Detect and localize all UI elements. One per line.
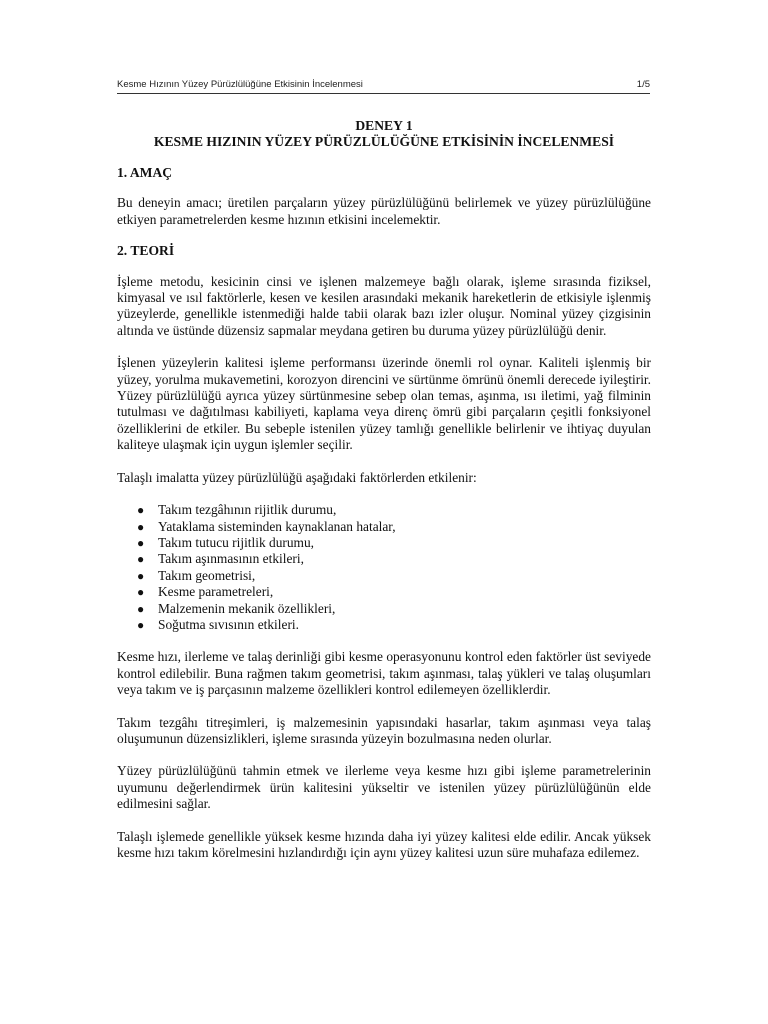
paragraph-teori-4: Kesme hızı, ilerleme ve talaş derinliği gibi kesme operasyonunu kontrol eden faktörler üst seviyede kontrol edilebilir. Buna rağmen takım geometrisi, takım aşınması, talaş yükleri ve talaş oluşumları veya takım ve iş parçasının malzeme özellikleri kontrol edilemeyen özelliklerdir. bbox=[117, 649, 651, 698]
bullet-icon: ● bbox=[137, 601, 145, 616]
list-item: ● Takım tezgâhının rijitlik durumu, bbox=[137, 502, 337, 518]
list-item: ● Soğutma sıvısının etkileri. bbox=[137, 616, 299, 632]
bullet-icon: ● bbox=[137, 568, 145, 583]
document-body bbox=[117, 118, 651, 861]
page-number: 1/5 bbox=[636, 79, 650, 90]
list-item: ● Takım geometrisi, bbox=[137, 567, 256, 583]
factors-list bbox=[117, 502, 651, 633]
paragraph-teori-5: Takım tezgâhı titreşimleri, iş malzemesinin yapısındaki hasarlar, takım aşınması veya talaş oluşumunun düzensizlikleri, işleme sırasında yüzeyin bozulmasına neden olurlar. bbox=[117, 714, 651, 746]
list-item: ● Yataklama sisteminden kaynaklanan hatalar, bbox=[137, 518, 396, 534]
bullet-icon: ● bbox=[137, 552, 145, 567]
bullet-icon: ● bbox=[137, 519, 145, 534]
bullet-icon: ● bbox=[137, 617, 145, 632]
paragraph-teori-2: İşlenen yüzeylerin kalitesi işleme performansı üzerinde önemli rol oynar. Kaliteli işlenmiş bir yüzey, yorulma mukavemetini, korozyon direncini ve sürtünme ömrünü önemli derecede iyileştirir. Yüzey pürüzlülüğü ayrıca yüzey sürtünmesine sebep olan temas, aşınma, ısı iletimi, yağ filminin tutulması ve dağıtılması kabiliyeti, kaplama veya direnç ömrü gibi parçaların çeşitli fonksiyonel özelliklerini de etkiler. Bu sebeple istenilen yüzey tamlığı genellikle belirlenir ve ihtiyaç duyulan kaliteye ulaşmak için uygun işlemler seçilir. bbox=[117, 355, 651, 453]
document-title bbox=[117, 118, 651, 150]
list-item: ● Kesme parametreleri, bbox=[137, 584, 274, 600]
header-title: Kesme Hızının Yüzey Pürüzlülüğüne Etkisinin İncelenmesi bbox=[117, 79, 363, 90]
paragraph-amac: Bu deneyin amacı; üretilen parçaların yüzey pürüzlülüğünü belirlemek ve yüzey pürüzlülüğüne etkiyen parametrelerden kesme hızının etkisini incelemektir. bbox=[117, 195, 651, 227]
title-line-2: KESME HIZININ YÜZEY PÜRÜZLÜLÜĞÜNE ETKİSİNİN İNCELENMESİ bbox=[153, 134, 615, 149]
section-heading-teori: 2. TEORİ bbox=[117, 243, 175, 259]
bullet-icon: ● bbox=[137, 535, 145, 550]
list-item: ● Takım tutucu rijitlik durumu, bbox=[137, 534, 315, 550]
list-item: ● Takım aşınmasının etkileri, bbox=[137, 551, 304, 567]
paragraph-teori-7: Talaşlı işlemede genellikle yüksek kesme hızında daha iyi yüzey kalitesi elde edilir. Ancak yüksek kesme hızı takım körelmesini hızlandırdığı için aynı yüzey kalitesi uzun süre muhafaza edilemez. bbox=[117, 828, 651, 860]
paragraph-teori-3: Talaşlı imalatta yüzey pürüzlülüğü aşağıdaki faktörlerden etkilenir: bbox=[117, 469, 477, 485]
bullet-icon: ● bbox=[137, 585, 145, 600]
bullet-icon: ● bbox=[137, 503, 145, 518]
page-header bbox=[117, 79, 650, 94]
paragraph-teori-6: Yüzey pürüzlülüğünü tahmin etmek ve ilerleme veya kesme hızı gibi işleme parametrelerinin uyumunu değerlendirmek ürün kalitesini yükseltir ve istenilen yüzey pürüzlülüğünün elde edilmesini sağlar. bbox=[117, 763, 651, 812]
list-item: ● Malzemenin mekanik özellikleri, bbox=[137, 600, 336, 616]
paragraph-teori-1: İşleme metodu, kesicinin cinsi ve işlenen malzemeye bağlı olarak, işleme sırasında fiziksel, kimyasal ve ısıl faktörlerle, kesen ve kesilen arasındaki mekanik hareketlerin de etkisiyle işlenmiş yüzeylerde, genellikle istenmediği halde tabii olarak bazı izler oluşur. Nominal yüzey çizgisinin altında ve üstünde düzensiz sapmalar meydana getiren bu duruma yüzey pürüzlülüğü denir. bbox=[117, 273, 651, 338]
title-line-1: DENEY 1 bbox=[355, 118, 413, 133]
section-heading-amac: 1. AMAÇ bbox=[117, 165, 173, 180]
